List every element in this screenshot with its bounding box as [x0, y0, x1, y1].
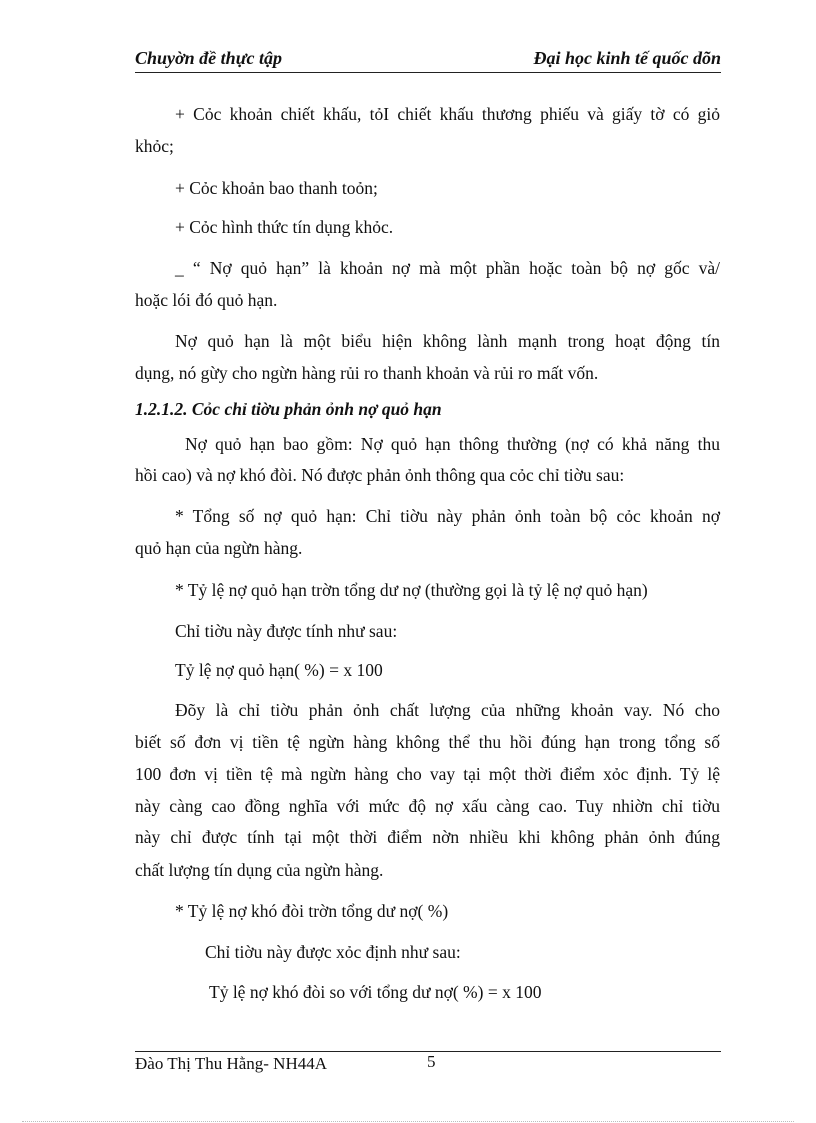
body-line: quỏ hạn của ngừn hàng. [135, 538, 303, 558]
page-number: 5 [427, 1052, 436, 1071]
body-line: hồi cao) và nợ khó đòi. Nó được phản ỏnh thông qua cỏc chỉ tiờu sau: [135, 465, 625, 485]
body-line: chất lượng tín dụng của ngừn hàng. [135, 860, 384, 880]
body-line: * Tỷ lệ nợ khó đòi trờn tổng dư nợ( %) [175, 901, 449, 921]
body-line: Đõy là chỉ tiờu phản ỏnh chất lượng của những khoản vay. Nó cho [175, 700, 720, 720]
body-line: Chỉ tiờu này được xỏc định như sau: [205, 942, 461, 962]
body-line: dụng, nó gừy cho ngừn hàng rủi ro thanh khoản và rủi ro mất vốn. [135, 363, 599, 383]
body-line: + Cỏc khoản chiết khấu, tỏI chiết khấu thương phiếu và giấy tờ có giỏ [175, 104, 720, 124]
section-heading: 1.2.1.2. Cỏc chỉ tiờu phản ỏnh nợ quỏ hạn [135, 399, 442, 419]
body-line: biết số đơn vị tiền tệ ngừn hàng không thể thu hồi đúng hạn trong tổng số [135, 732, 720, 752]
body-line: * Tổng số nợ quỏ hạn: Chỉ tiờu này phản ỏnh toàn bộ cỏc khoản nợ [175, 506, 720, 526]
body-line: + Cỏc hình thức tín dụng khỏc. [175, 217, 394, 237]
page-header [135, 46, 721, 73]
body-line: 100 đơn vị tiền tệ mà ngừn hàng cho vay tại một thời điểm xỏc định. Tỷ lệ [135, 764, 720, 784]
body-line: này chỉ được tính tại một thời điểm nờn nhiều khi không phản ỏnh đúng [135, 827, 720, 847]
header-left-title: Chuyờn đề thực tập [135, 48, 282, 68]
body-line: Nợ quỏ hạn bao gồm: Nợ quỏ hạn thông thường (nợ có khả năng thu [185, 434, 720, 454]
body-line: khỏc; [135, 136, 174, 156]
formula-line: Tỷ lệ nợ khó đòi so với tổng dư nợ( %) = x 100 [209, 982, 542, 1002]
page-bottom-edge [22, 1121, 794, 1122]
body-line: * Tỷ lệ nợ quỏ hạn trờn tổng dư nợ (thường gọi là tỷ lệ nợ quỏ hạn) [175, 580, 648, 600]
formula-line: Tỷ lệ nợ quỏ hạn( %) = x 100 [175, 660, 383, 680]
header-right-title: Đại học kinh tế quốc dõn [533, 48, 721, 68]
body-line: hoặc lói đó quỏ hạn. [135, 290, 278, 310]
body-line: này càng cao đồng nghĩa với mức độ nợ xấu càng cao. Tuy nhiờn chỉ tiờu [135, 796, 720, 816]
footer-author: Đào Thị Thu Hằng- NH44A [135, 1054, 328, 1073]
body-line: + Cỏc khoản bao thanh toỏn; [175, 178, 378, 198]
body-line: Chỉ tiờu này được tính như sau: [175, 621, 398, 641]
body-line: Nợ quỏ hạn là một biểu hiện không lành mạnh trong hoạt động tín [175, 331, 720, 351]
body-line: _ “ Nợ quỏ hạn” là khoản nợ mà một phần hoặc toàn bộ nợ gốc và/ [175, 258, 720, 278]
